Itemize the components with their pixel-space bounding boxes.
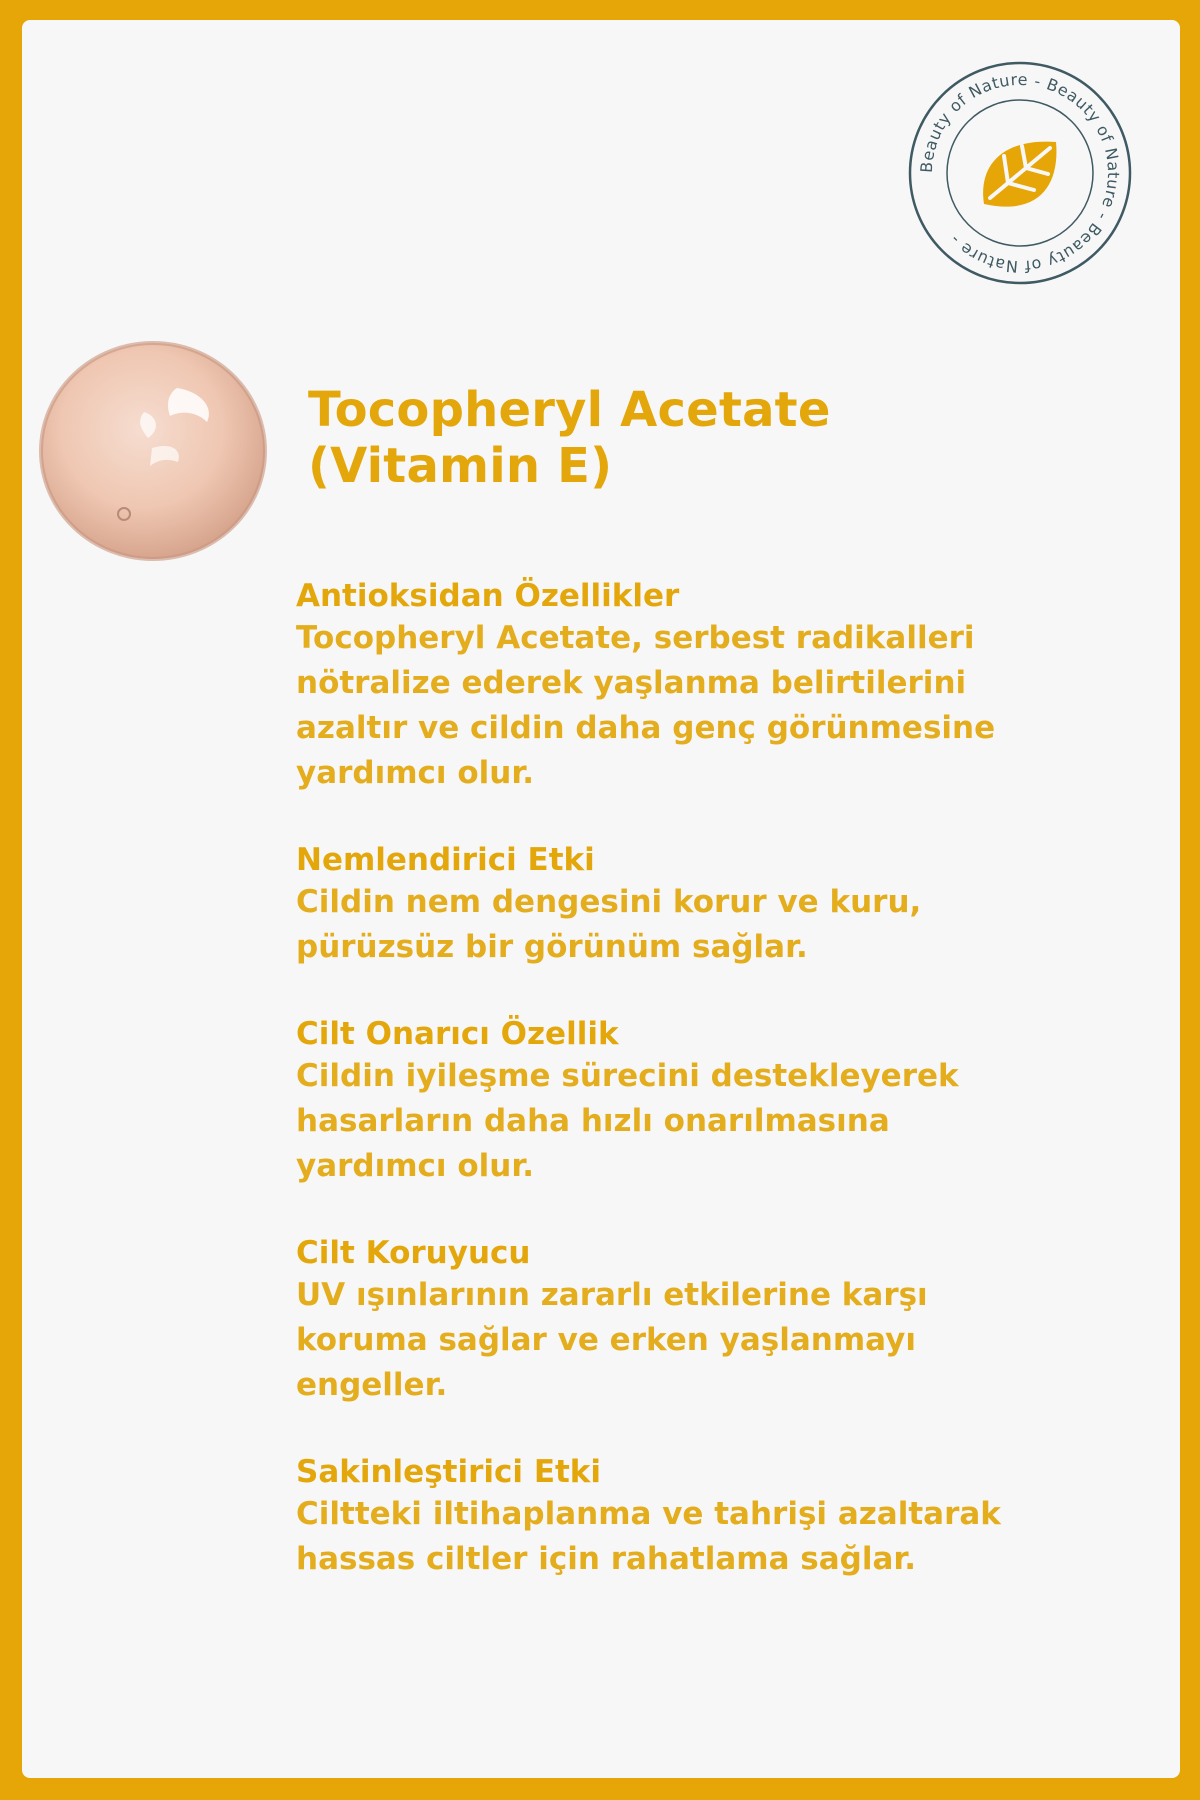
benefit-section-antioxidant <box>296 576 1136 796</box>
section-body: Cildin iyileşme sürecini destekleyerek hasarların daha hızlı onarılmasına yardımcı olur. <box>296 1058 959 1184</box>
section-body: Cildin nem dengesini korur ve kuru, pürüzsüz bir görünüm sağlar. <box>296 884 922 965</box>
beauty-of-nature-seal <box>905 58 1135 288</box>
benefit-section-soothing <box>296 1452 1136 1582</box>
ingredient-title <box>308 382 1128 494</box>
seal-ring-text: Beauty of Nature - Beauty of Nature - Beauty of Nature - <box>916 69 1124 277</box>
leaf-icon <box>983 142 1056 207</box>
section-body: Tocopheryl Acetate, serbest radikalleri nötralize ederek yaşlanma belirtilerini azaltır ve cildin daha genç görünmesine yardımcı olur. <box>296 620 996 791</box>
ingredient-title-line1: Tocopheryl Acetate <box>308 382 831 438</box>
section-body: UV ışınlarının zararlı etkilerine karşı koruma sağlar ve erken yaşlanmayı engeller. <box>296 1277 928 1403</box>
section-body: Ciltteki iltihaplanma ve tahrişi azaltarak hassas ciltler için rahatlama sağlar. <box>296 1496 1001 1577</box>
section-heading: Cilt Onarıcı Özellik <box>296 1016 619 1052</box>
section-heading: Antioksidan Özellikler <box>296 578 680 614</box>
ingredient-title-line2: (Vitamin E) <box>308 438 613 494</box>
benefit-section-moisturizing <box>296 840 1136 970</box>
benefit-sections <box>296 576 1136 1626</box>
serum-droplet-icon <box>32 330 274 572</box>
benefit-section-protective <box>296 1233 1136 1408</box>
section-heading: Cilt Koruyucu <box>296 1235 531 1271</box>
section-heading: Sakinleştirici Etki <box>296 1454 602 1490</box>
benefit-section-repair <box>296 1014 1136 1189</box>
section-heading: Nemlendirici Etki <box>296 842 595 878</box>
